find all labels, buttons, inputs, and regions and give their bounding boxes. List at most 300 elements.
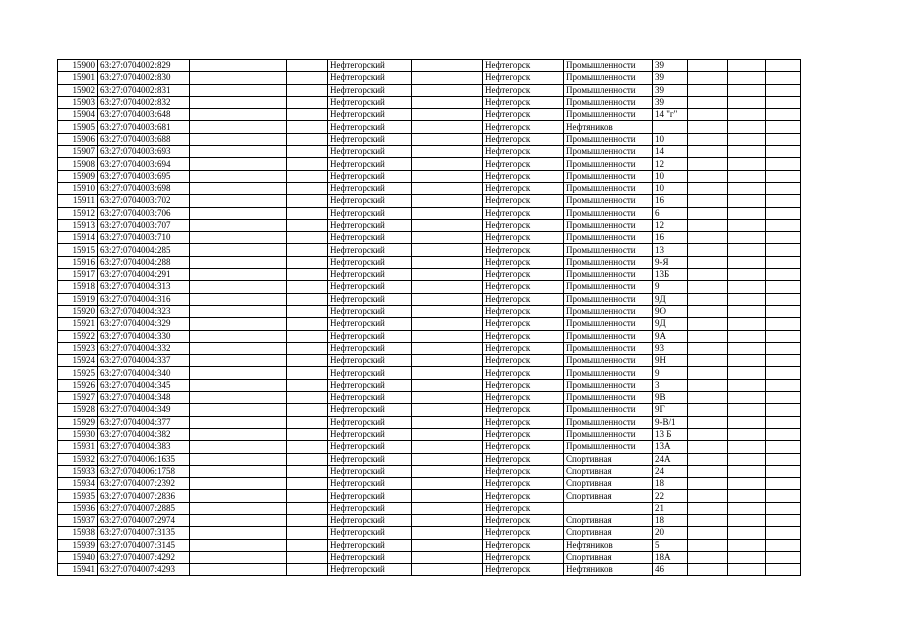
empty-cell [766,170,801,182]
row-number-cell: 15937 [58,514,98,526]
cadastral-number-cell: 63:27:0704007:2974 [98,514,190,526]
street-cell: Промышленности [564,342,653,354]
empty-cell [688,269,728,281]
house-number-cell: 9Д [653,318,688,330]
empty-cell [688,219,728,231]
street-cell: Промышленности [564,404,653,416]
row-number-cell: 15933 [58,465,98,477]
district-cell: Нефтегорский [328,195,412,207]
empty-cell [728,564,766,576]
empty-cell [287,207,328,219]
district-cell: Нефтегорский [328,564,412,576]
empty-cell [766,269,801,281]
empty-cell [190,465,287,477]
empty-cell [412,490,483,502]
empty-cell [688,404,728,416]
cadastral-number-cell: 63:27:0704004:377 [98,416,190,428]
street-cell: Промышленности [564,232,653,244]
empty-cell [190,318,287,330]
empty-cell [412,170,483,182]
empty-cell [190,158,287,170]
empty-cell [766,392,801,404]
empty-cell [728,342,766,354]
empty-cell [688,96,728,108]
empty-cell [287,441,328,453]
cadastral-number-cell: 63:27:0704003:702 [98,195,190,207]
empty-cell [728,281,766,293]
empty-cell [412,182,483,194]
empty-cell [287,428,328,440]
city-cell: Нефтегорск [483,256,564,268]
empty-cell [728,244,766,256]
empty-cell [287,269,328,281]
table-row [58,527,801,539]
house-number-cell: 9 [653,281,688,293]
row-number-cell: 15917 [58,269,98,281]
city-cell: Нефтегорск [483,72,564,84]
house-number-cell: 9 [653,367,688,379]
empty-cell [688,281,728,293]
district-cell: Нефтегорский [328,539,412,551]
cadastral-number-cell: 63:27:0704003:648 [98,109,190,121]
city-cell: Нефтегорск [483,244,564,256]
empty-cell [412,121,483,133]
table-row [58,146,801,158]
district-cell: Нефтегорский [328,109,412,121]
house-number-cell: 18А [653,551,688,563]
row-number-cell: 15928 [58,404,98,416]
empty-cell [766,72,801,84]
empty-cell [190,182,287,194]
empty-cell [412,305,483,317]
table-row [58,281,801,293]
empty-cell [688,318,728,330]
city-cell: Нефтегорск [483,293,564,305]
house-number-cell: 9В [653,392,688,404]
district-cell: Нефтегорский [328,428,412,440]
empty-cell [287,465,328,477]
street-cell: Промышленности [564,367,653,379]
street-cell: Промышленности [564,428,653,440]
house-number-cell: 46 [653,564,688,576]
empty-cell [190,269,287,281]
city-cell: Нефтегорск [483,428,564,440]
house-number-cell: 10 [653,182,688,194]
street-cell: Промышленности [564,72,653,84]
street-cell: Нефтяников [564,539,653,551]
district-cell: Нефтегорский [328,269,412,281]
street-cell: Промышленности [564,269,653,281]
house-number-cell: 22 [653,490,688,502]
row-number-cell: 15934 [58,478,98,490]
empty-cell [688,133,728,145]
district-cell: Нефтегорский [328,392,412,404]
city-cell: Нефтегорск [483,121,564,133]
empty-cell [728,453,766,465]
district-cell: Нефтегорский [328,514,412,526]
empty-cell [287,146,328,158]
empty-cell [688,293,728,305]
district-cell: Нефтегорский [328,478,412,490]
empty-cell [728,355,766,367]
empty-cell [412,428,483,440]
house-number-cell: 6 [653,207,688,219]
street-cell: Промышленности [564,416,653,428]
cadastral-number-cell: 63:27:0704007:2885 [98,502,190,514]
table-row [58,182,801,194]
cadastral-number-cell: 63:27:0704002:832 [98,96,190,108]
row-number-cell: 15904 [58,109,98,121]
table-row [58,232,801,244]
empty-cell [412,195,483,207]
district-cell: Нефтегорский [328,281,412,293]
district-cell: Нефтегорский [328,379,412,391]
empty-cell [766,182,801,194]
table-row [58,121,801,133]
property-table [57,59,801,576]
city-cell: Нефтегорск [483,392,564,404]
row-number-cell: 15901 [58,72,98,84]
city-cell: Нефтегорск [483,441,564,453]
cadastral-number-cell: 63:27:0704004:332 [98,342,190,354]
empty-cell [287,170,328,182]
empty-cell [766,453,801,465]
empty-cell [190,256,287,268]
empty-cell [766,121,801,133]
empty-cell [728,269,766,281]
district-cell: Нефтегорский [328,441,412,453]
empty-cell [766,146,801,158]
table-row [58,392,801,404]
empty-cell [766,195,801,207]
empty-cell [728,441,766,453]
city-cell: Нефтегорск [483,465,564,477]
street-cell: Промышленности [564,84,653,96]
empty-cell [190,441,287,453]
street-cell: Промышленности [564,96,653,108]
empty-cell [728,330,766,342]
empty-cell [287,256,328,268]
row-number-cell: 15935 [58,490,98,502]
row-number-cell: 15912 [58,207,98,219]
row-number-cell: 15940 [58,551,98,563]
table-row [58,170,801,182]
city-cell: Нефтегорск [483,170,564,182]
table-row [58,60,801,72]
table-row [58,269,801,281]
empty-cell [728,158,766,170]
table-row [58,355,801,367]
empty-cell [688,330,728,342]
district-cell: Нефтегорский [328,502,412,514]
table-row [58,539,801,551]
empty-cell [766,281,801,293]
district-cell: Нефтегорский [328,232,412,244]
cadastral-number-cell: 63:27:0704007:3145 [98,539,190,551]
empty-cell [287,109,328,121]
table-row [58,564,801,576]
empty-cell [688,416,728,428]
table-row [58,342,801,354]
empty-cell [688,170,728,182]
empty-cell [287,244,328,256]
city-cell: Нефтегорск [483,539,564,551]
row-number-cell: 15908 [58,158,98,170]
empty-cell [766,256,801,268]
house-number-cell: 10 [653,133,688,145]
city-cell: Нефтегорск [483,281,564,293]
house-number-cell: 9О [653,305,688,317]
row-number-cell: 15903 [58,96,98,108]
city-cell: Нефтегорск [483,146,564,158]
empty-cell [287,219,328,231]
district-cell: Нефтегорский [328,551,412,563]
empty-cell [688,465,728,477]
empty-cell [766,158,801,170]
empty-cell [412,293,483,305]
table-row [58,379,801,391]
empty-cell [688,121,728,133]
street-cell: Промышленности [564,379,653,391]
empty-cell [728,465,766,477]
district-cell: Нефтегорский [328,490,412,502]
empty-cell [728,293,766,305]
empty-cell [766,490,801,502]
empty-cell [190,84,287,96]
empty-cell [766,330,801,342]
house-number-cell: 14 "г" [653,109,688,121]
district-cell: Нефтегорский [328,133,412,145]
empty-cell [190,330,287,342]
city-cell: Нефтегорск [483,232,564,244]
row-number-cell: 15902 [58,84,98,96]
cadastral-number-cell: 63:27:0704004:285 [98,244,190,256]
district-cell: Нефтегорский [328,330,412,342]
empty-cell [412,478,483,490]
empty-cell [728,318,766,330]
cadastral-number-cell: 63:27:0704006:1635 [98,453,190,465]
empty-cell [412,281,483,293]
district-cell: Нефтегорский [328,355,412,367]
empty-cell [766,305,801,317]
street-cell: Нефтяников [564,121,653,133]
empty-cell [766,441,801,453]
cadastral-number-cell: 63:27:0704007:2836 [98,490,190,502]
empty-cell [728,478,766,490]
empty-cell [190,219,287,231]
empty-cell [190,551,287,563]
city-cell: Нефтегорск [483,478,564,490]
house-number-cell: 18 [653,514,688,526]
empty-cell [688,305,728,317]
empty-cell [190,133,287,145]
house-number-cell: 12 [653,219,688,231]
empty-cell [190,416,287,428]
table-row [58,416,801,428]
city-cell: Нефтегорск [483,342,564,354]
empty-cell [287,514,328,526]
empty-cell [190,478,287,490]
cadastral-number-cell: 63:27:0704007:4292 [98,551,190,563]
empty-cell [412,453,483,465]
empty-cell [190,195,287,207]
cadastral-number-cell: 63:27:0704002:829 [98,60,190,72]
house-number-cell: 21 [653,502,688,514]
city-cell: Нефтегорск [483,564,564,576]
row-number-cell: 15924 [58,355,98,367]
district-cell: Нефтегорский [328,244,412,256]
row-number-cell: 15914 [58,232,98,244]
cadastral-number-cell: 63:27:0704002:830 [98,72,190,84]
empty-cell [412,441,483,453]
empty-cell [766,355,801,367]
empty-cell [688,342,728,354]
house-number-cell: 14 [653,146,688,158]
empty-cell [728,72,766,84]
row-number-cell: 15938 [58,527,98,539]
district-cell: Нефтегорский [328,96,412,108]
empty-cell [190,121,287,133]
empty-cell [190,293,287,305]
empty-cell [728,146,766,158]
cadastral-number-cell: 63:27:0704003:695 [98,170,190,182]
cadastral-number-cell: 63:27:0704003:707 [98,219,190,231]
empty-cell [728,256,766,268]
district-cell: Нефтегорский [328,527,412,539]
empty-cell [412,551,483,563]
city-cell: Нефтегорск [483,195,564,207]
empty-cell [287,318,328,330]
house-number-cell: 5 [653,539,688,551]
empty-cell [190,502,287,514]
cadastral-number-cell: 63:27:0704007:4293 [98,564,190,576]
empty-cell [728,539,766,551]
city-cell: Нефтегорск [483,133,564,145]
empty-cell [412,527,483,539]
district-cell: Нефтегорский [328,367,412,379]
cadastral-number-cell: 63:27:0704004:340 [98,367,190,379]
cadastral-number-cell: 63:27:0704004:337 [98,355,190,367]
city-cell: Нефтегорск [483,355,564,367]
street-cell: Промышленности [564,392,653,404]
empty-cell [190,109,287,121]
city-cell: Нефтегорск [483,305,564,317]
row-number-cell: 15930 [58,428,98,440]
house-number-cell: 16 [653,232,688,244]
empty-cell [190,404,287,416]
empty-cell [412,207,483,219]
table-row [58,293,801,305]
empty-cell [688,182,728,194]
cadastral-number-cell: 63:27:0704004:348 [98,392,190,404]
empty-cell [688,207,728,219]
house-number-cell: 18 [653,478,688,490]
street-cell: Спортивная [564,551,653,563]
empty-cell [190,453,287,465]
row-number-cell: 15919 [58,293,98,305]
district-cell: Нефтегорский [328,219,412,231]
district-cell: Нефтегорский [328,256,412,268]
empty-cell [688,379,728,391]
empty-cell [412,379,483,391]
empty-cell [287,158,328,170]
empty-cell [766,60,801,72]
empty-cell [728,109,766,121]
street-cell: Промышленности [564,133,653,145]
house-number-cell: 12 [653,158,688,170]
house-number-cell: 93 [653,342,688,354]
empty-cell [728,502,766,514]
row-number-cell: 15921 [58,318,98,330]
empty-cell [688,244,728,256]
house-number-cell: 16 [653,195,688,207]
empty-cell [190,392,287,404]
empty-cell [728,392,766,404]
cadastral-number-cell: 63:27:0704003:681 [98,121,190,133]
city-cell: Нефтегорск [483,182,564,194]
empty-cell [728,121,766,133]
empty-cell [728,182,766,194]
empty-cell [766,564,801,576]
table-row [58,318,801,330]
empty-cell [287,367,328,379]
empty-cell [190,281,287,293]
empty-cell [728,490,766,502]
empty-cell [190,342,287,354]
empty-cell [412,367,483,379]
row-number-cell: 15907 [58,146,98,158]
street-cell: Промышленности [564,182,653,194]
district-cell: Нефтегорский [328,146,412,158]
city-cell: Нефтегорск [483,416,564,428]
empty-cell [412,342,483,354]
empty-cell [190,514,287,526]
cadastral-number-cell: 63:27:0704004:329 [98,318,190,330]
empty-cell [287,539,328,551]
cadastral-number-cell: 63:27:0704004:313 [98,281,190,293]
cadastral-number-cell: 63:27:0704004:345 [98,379,190,391]
street-cell: Спортивная [564,514,653,526]
district-cell: Нефтегорский [328,293,412,305]
empty-cell [190,170,287,182]
empty-cell [688,355,728,367]
table-row [58,244,801,256]
empty-cell [287,232,328,244]
empty-cell [412,232,483,244]
cadastral-number-cell: 63:27:0704004:288 [98,256,190,268]
empty-cell [287,392,328,404]
city-cell: Нефтегорск [483,269,564,281]
empty-cell [688,478,728,490]
table-row [58,490,801,502]
city-cell: Нефтегорск [483,109,564,121]
house-number-cell: 39 [653,72,688,84]
cadastral-number-cell: 63:27:0704004:349 [98,404,190,416]
table-row [58,453,801,465]
house-number-cell: 9Н [653,355,688,367]
street-cell: Спортивная [564,453,653,465]
cadastral-number-cell: 63:27:0704007:2392 [98,478,190,490]
empty-cell [728,367,766,379]
cadastral-number-cell: 63:27:0704003:693 [98,146,190,158]
cadastral-number-cell: 63:27:0704004:330 [98,330,190,342]
empty-cell [412,539,483,551]
empty-cell [287,133,328,145]
city-cell: Нефтегорск [483,207,564,219]
house-number-cell: 9-В/1 [653,416,688,428]
empty-cell [766,539,801,551]
row-number-cell: 15909 [58,170,98,182]
